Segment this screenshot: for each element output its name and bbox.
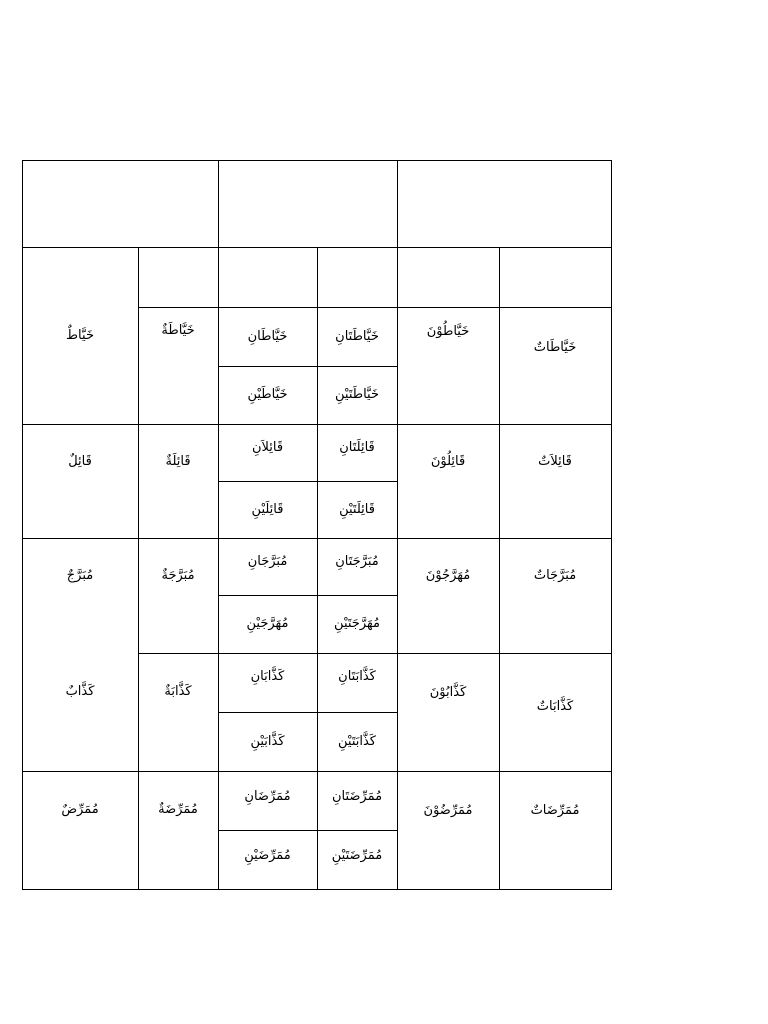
cell-r4-c3b: كَذَّابَيْنِ [250, 733, 285, 749]
cell-r4-c4a: كَذَّابَتَانِ [338, 669, 376, 685]
cell-r5-c1: مُمَرِّضٌ [61, 802, 99, 818]
cell-r2-c4a: قَائِلَتَانِ [339, 440, 375, 456]
cell-r3-c4a: مُبَرَّجَتَانِ [335, 554, 379, 570]
cell-r1-c3a: خَيَّاطَانِ [247, 328, 288, 344]
cell-r5-c3a: مُمَرِّضَانِ [244, 789, 291, 805]
cell-r3-c5: مُهَرَّجُوْنَ [425, 568, 471, 584]
cell-r2-c4b: قَائِلَتَيْنِ [339, 501, 375, 517]
cell-r5-c6: مُمَرِّضَاتٌ [530, 803, 580, 819]
cell-r4-c5: كَذَّابُوْنَ [429, 685, 467, 701]
cell-r1-c3b: خَيَّاطَيْنِ [247, 387, 288, 403]
rule-right [611, 160, 612, 890]
cell-r5-c5: مُمَرِّضُوْنَ [423, 803, 473, 819]
cell-r3-c1: مُبَرَّجٌ [66, 568, 94, 584]
cell-r2-c1: قَائِلٌ [68, 454, 92, 470]
header-group-left [22, 160, 218, 247]
cell-r4-c2: كَذَّابَةٌ [164, 684, 192, 700]
header-group-right [397, 160, 611, 247]
header-group-mid [218, 160, 397, 247]
cell-r2-c6: قَائِلاَتٌ [538, 454, 572, 470]
cell-r1-c4b: خَيَّاطَتَيْنِ [335, 387, 380, 403]
cell-r3-c2: مُبَرَّجَةٌ [161, 568, 195, 584]
cell-r4-c6: كَذَّابَاتٌ [536, 699, 574, 715]
cell-r5-c4a: مُمَرِّضَتَانِ [331, 789, 383, 805]
cell-r1-c4a: خَيَّاطَتَانِ [335, 328, 379, 344]
cell-r3-c4b: مُهَرَّجَتَيْنِ [334, 616, 380, 632]
cell-r3-c3b: مُهَرَّجَيْنِ [246, 616, 289, 632]
cell-r3-c3a: مُبَرَّجَانِ [247, 554, 288, 570]
cell-r1-c6: خَيَّاطَاتٌ [533, 340, 577, 356]
cell-r5-c4b: مُمَرِّضَتَيْنِ [331, 848, 383, 864]
cell-r4-c1: كَذَّابٌ [65, 684, 95, 700]
cell-r5-c2: مُمَرِّضَةٌ [158, 802, 198, 818]
cell-r4-c4b: كَذَّابَتَيْنِ [338, 733, 376, 749]
cell-r4-c3a: كَذَّابَانِ [250, 669, 285, 685]
cell-r2-c3a: قَائِلاَنِ [251, 440, 284, 456]
cell-r2-c3b: قَائِلَيْنِ [251, 501, 284, 517]
cell-r1-c2: خَيَّاطَةٌ [161, 323, 195, 339]
cell-r1-c1: خَيَّاطٌ [66, 327, 94, 343]
cell-r1-c5: خَيَّاطُوْنَ [426, 324, 470, 340]
cell-r2-c2: قَائِلَةٌ [165, 454, 191, 470]
cell-r3-c6: مُبَرَّجَاتٌ [533, 568, 577, 584]
cell-r2-c5: قَائِلُوْنَ [430, 454, 466, 470]
cell-r5-c3b: مُمَرِّضَيْنِ [244, 848, 291, 864]
